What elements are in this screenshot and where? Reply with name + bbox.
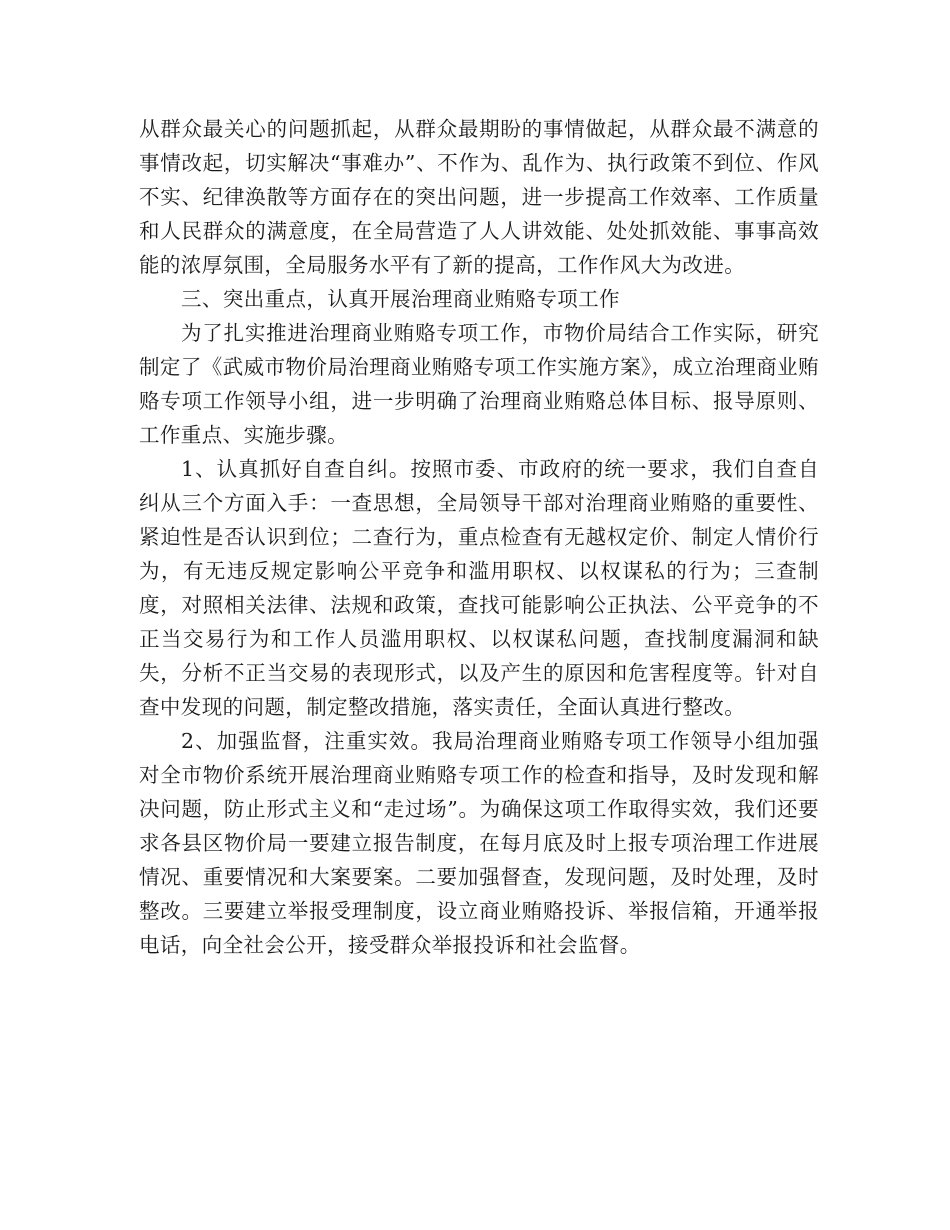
paragraph-item-2: 2、加强监督，注重实效。我局治理商业贿赂专项工作领导小组加强对全市物价系统开展治理商业贿赂专项工作的检查和指导，及时发现和解决问题，防止形式主义和“走过场”。为确保这项工作取得实效，我们还要求各县区物价局一要建立报告制度，在每月底及时上报专项治理工作进展情况、重要情况和大案要案。二要加强督查，发现问题，及时处理，及时整改。三要建立举报受理制度，设立商业贿赂投诉、举报信箱，开通举报电话，向全社会公开，接受群众举报投诉和社会监督。 — [139, 729, 819, 957]
section-heading: 三、突出重点，认真开展治理商业贿赂专项工作 — [181, 287, 620, 311]
paragraph-item-1: 1、认真抓好自查自纠。按照市委、市政府的统一要求，我们自查自纠从三个方面入手：一查思想，全局领导干部对治理商业贿赂的重要性、紧迫性是否认识到位；二查行为，重点检查有无越权定价、制定人情价行为，有无违反规定影响公平竞争和滥用职权、以权谋私的行为；三查制度，对照相关法律、法规和政策，查找可能影响公正执法、公平竞争的不正当交易行为和工作人员滥用职权、以权谋私问题，查找制度漏洞和缺失，分析不正当交易的表现形式，以及产生的原因和危害程度等。针对自查中发现的问题，制定整改措施，落实责任，全面认真进行整改。 — [139, 457, 819, 719]
document-body — [139, 112, 819, 962]
paragraph-intro: 为了扎实推进治理商业贿赂专项工作，市物价局结合工作实际，研究制定了《武威市物价局治理商业贿赂专项工作实施方案》，成立治理商业贿赂专项工作领导小组，进一步明确了治理商业贿赂总体目标、报导原则、工作重点、实施步骤。 — [139, 321, 819, 447]
paragraph-continuation: 从群众最关心的问题抓起，从群众最期盼的事情做起，从群众最不满意的事情改起，切实解决“事难办”、不作为、乱作为、执行政策不到位、作风不实、纪律涣散等方面存在的突出问题，进一步提高工作效率、工作质量和人民群众的满意度，在全局营造了人人讲效能、处处抓效能、事事高效能的浓厚氛围，全局服务水平有了新的提高，工作作风大为改进。 — [139, 117, 819, 277]
